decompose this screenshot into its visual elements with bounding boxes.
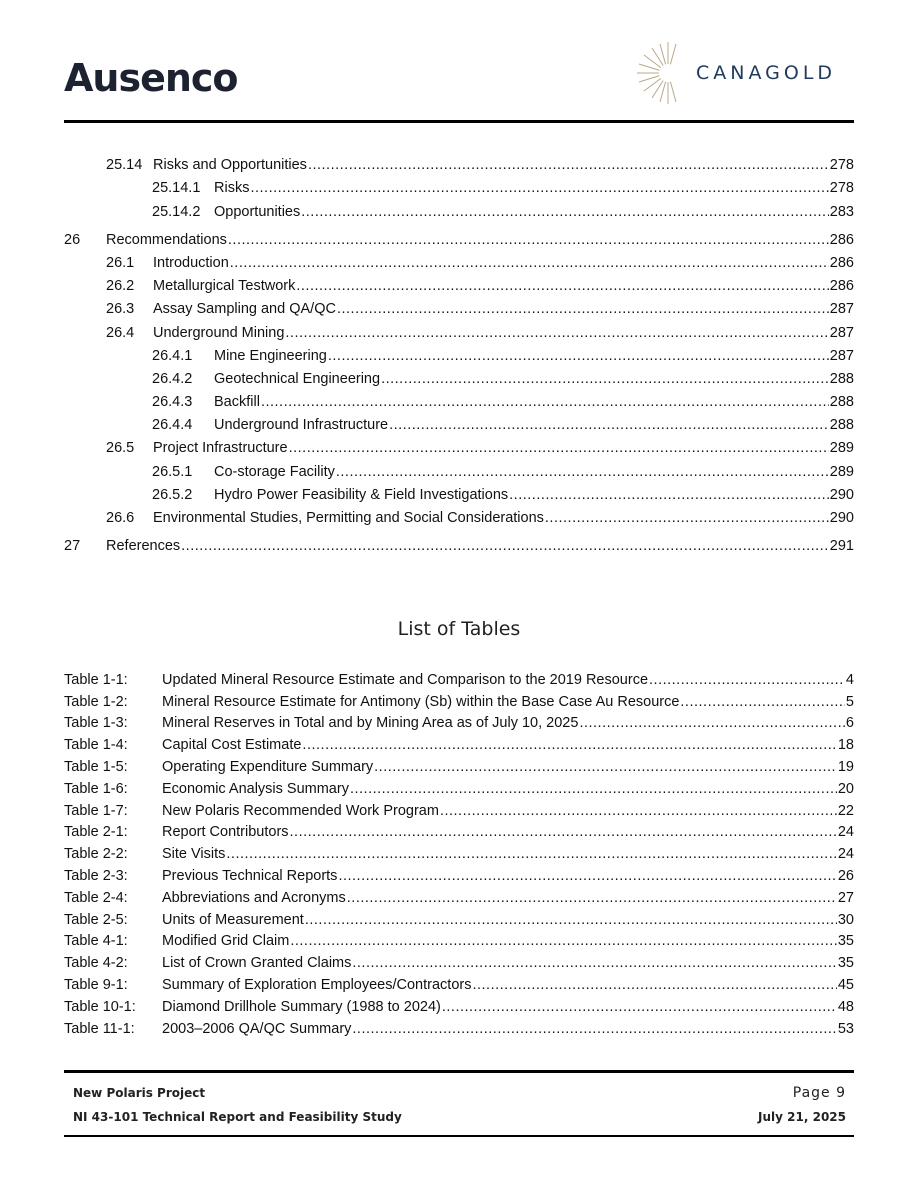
table-list-page: 19 [837,758,854,775]
table-list-title: Economic Analysis Summary [162,780,349,797]
dot-leader [442,999,837,1015]
toc-entry-page: 287 [829,301,854,318]
dot-leader [290,933,837,949]
toc-entry-title: Recommendations [106,231,227,248]
table-list-entry[interactable] [64,906,854,928]
toc-entry[interactable] [64,271,854,294]
toc-entry[interactable] [64,433,854,456]
table-list-title: Abbreviations and Acronyms [162,889,346,906]
list-of-tables [64,666,854,1037]
dot-leader [308,157,829,173]
table-list-title: Report Contributors [162,824,289,841]
table-list-label: Table 4-1: [64,933,128,950]
table-list-label: Table 1-4: [64,737,128,754]
table-list-label: Table 4-2: [64,955,128,972]
toc-entry-number: 26.5 [106,440,135,457]
table-list-title: Units of Measurement [162,911,304,928]
toc-entry-number: 26.4.2 [152,370,193,387]
table-list-entry[interactable] [64,775,854,797]
table-list-label: Table 10-1: [64,998,136,1015]
table-list-title: Site Visits [162,846,226,863]
ausenco-logo: Ausenco [64,56,238,100]
table-list-label: Table 1-7: [64,802,128,819]
dot-leader [289,440,829,456]
dot-leader [389,417,829,433]
table-list-label: Table 1-6: [64,780,128,797]
dot-leader [374,759,837,775]
toc-entry-number: 27 [64,538,81,555]
table-list-entry[interactable] [64,884,854,906]
dot-leader [545,510,829,526]
canagold-logo: CANAGOLD [634,40,854,106]
toc-entry-title: Hydro Power Feasibility & Field Investigations [214,486,509,503]
table-list-label: Table 1-1: [64,671,128,688]
table-list-label: Table 11-1: [64,1020,135,1037]
toc-entry-page: 291 [829,538,854,555]
toc-entry-page: 286 [829,231,854,248]
table-list-entry[interactable] [64,862,854,884]
toc-entry-title: Environmental Studies, Permitting and Social Considerations [153,510,544,526]
toc-entry-page: 288 [829,394,854,411]
toc-entry-number: 25.14 [106,157,143,174]
table-list-label: Table 9-1: [64,976,128,993]
table-list-entry[interactable] [64,1015,854,1037]
dot-leader [352,955,836,971]
header-rule [64,120,854,123]
toc-entry-page: 287 [829,324,854,341]
toc-entry-number: 26.4.4 [152,417,193,434]
toc-entry-page: 289 [829,440,854,457]
dot-leader [680,694,845,710]
table-list-title: Mineral Resource Estimate for Antimony (Sb) within the Base Case Au Resource [162,693,680,710]
toc-entry[interactable] [64,387,854,410]
table-list-title: Operating Expenditure Summary [162,758,374,775]
table-list-page: 26 [837,867,854,884]
table-list-entry[interactable] [64,731,854,753]
table-list-title: List of Crown Granted Claims [162,955,352,972]
toc-entry[interactable] [64,456,854,479]
table-list-title: Mineral Reserves in Total and by Mining Area as of July 10, 2025 [162,715,579,732]
table-list-page: 24 [837,824,854,841]
dot-leader [228,232,829,248]
table-list-title: Previous Technical Reports [162,867,338,884]
table-list-entry[interactable] [64,753,854,775]
toc-entry-page: 289 [829,463,854,480]
footer-page-number: Page 9 [792,1085,846,1101]
toc-entry-number: 26.2 [106,278,135,295]
toc-entry[interactable] [64,225,854,248]
dot-leader [579,715,844,731]
table-list-entry[interactable] [64,688,854,710]
table-list-page: 22 [837,802,854,819]
toc-entry[interactable] [64,531,854,554]
table-list-label: Table 1-5: [64,758,128,775]
toc-entry-title: Underground Mining [153,324,285,341]
table-list-entry[interactable] [64,797,854,819]
toc-entry-number: 26.4 [106,324,135,341]
table-list-entry[interactable] [64,840,854,862]
toc-entry-title: Underground Infrastructure [214,417,389,434]
table-list-page: 53 [837,1020,854,1037]
toc-entry-number: 26.5.2 [152,486,193,503]
toc-entry-title: Mine Engineering [214,347,327,364]
table-list-page: 27 [837,889,854,906]
toc-entry-page: 290 [829,510,854,526]
table-list-label: Table 2-1: [64,824,128,841]
table-list-title: Capital Cost Estimate [162,737,302,754]
dot-leader [352,1021,836,1037]
table-list-entry[interactable] [64,993,854,1015]
dot-leader [230,255,829,271]
table-list-entry[interactable] [64,666,854,688]
toc-entry[interactable] [64,196,854,219]
table-list-page: 18 [837,737,854,754]
dot-leader [350,781,837,797]
dot-leader [649,672,845,688]
table-list-page: 5 [845,693,854,710]
toc-entry-number: 26.3 [106,301,135,318]
table-list-title: 2003–2006 QA/QC Summary [162,1020,352,1037]
dot-leader [296,278,828,294]
toc-entry[interactable] [64,173,854,196]
toc-entry-title: Geotechnical Engineering [214,370,381,387]
toc-entry-title: Risks and Opportunities [153,157,307,174]
toc-entry-title: Co-storage Facility [214,463,335,480]
toc-entry[interactable] [64,341,854,364]
dot-leader [250,180,828,196]
list-of-tables-heading: List of Tables [397,618,521,640]
sunburst-icon [634,40,690,106]
dot-leader [302,737,836,753]
table-list-page: 4 [845,671,854,688]
toc-entry-number: 25.14.2 [152,203,201,220]
footer-date: July 21, 2025 [758,1110,846,1124]
toc-entry-number: 25.14.1 [152,180,201,197]
dot-leader [301,204,829,220]
footer-project: New Polaris Project [73,1086,206,1100]
table-list-entry[interactable] [64,971,854,993]
dot-leader [305,912,837,928]
table-list-page: 6 [845,715,854,732]
footer-report: NI 43-101 Technical Report and Feasibility Study [73,1110,402,1124]
toc-entry-page: 278 [829,180,854,197]
toc-entry-title: Project Infrastructure [153,440,288,457]
table-list-label: Table 2-2: [64,846,128,863]
table-list-page: 45 [837,976,854,993]
dot-leader [285,325,828,341]
toc-entry-number: 26 [64,231,81,248]
toc-entry[interactable] [64,150,854,173]
dot-leader [336,464,829,480]
table-list-entry[interactable] [64,819,854,841]
toc-entry-title: References [106,538,181,555]
dot-leader [181,538,829,554]
table-list-page: 20 [837,780,854,797]
dot-leader [261,394,829,410]
table-list-label: Table 1-3: [64,715,128,732]
toc-entry-page: 283 [829,203,854,220]
dot-leader [381,371,829,387]
table-list-page: 24 [837,846,854,863]
table-list-title: New Polaris Recommended Work Program [162,802,439,819]
dot-leader [472,977,836,993]
toc-entry-title: Introduction [153,254,229,271]
toc-entry[interactable] [64,317,854,340]
dot-leader [328,348,829,364]
dot-leader [338,868,836,884]
toc-entry[interactable] [64,364,854,387]
page-header [64,40,854,112]
table-list-entry[interactable] [64,949,854,971]
toc-entry[interactable] [64,480,854,503]
table-list-title: Diamond Drillhole Summary (1988 to 2024) [162,998,441,1015]
table-list-label: Table 1-2: [64,693,128,710]
table-list-title: Summary of Exploration Employees/Contractors [162,976,472,993]
table-list-label: Table 2-3: [64,867,128,884]
toc-entry[interactable] [64,503,854,526]
table-list-title: Modified Grid Claim [162,933,290,950]
dot-leader [509,487,829,503]
toc-entry-page: 286 [829,278,854,295]
dot-leader [440,803,837,819]
toc-entry-page: 286 [829,254,854,271]
toc-entry[interactable] [64,294,854,317]
toc-entry-number: 26.6 [106,510,135,526]
footer-rule-bottom [64,1135,854,1137]
footer-rule-top [64,1070,854,1073]
toc-entry-page: 287 [829,347,854,364]
table-list-page: 48 [837,998,854,1015]
toc-entry-number: 26.4.3 [152,394,193,411]
toc-entry-page: 288 [829,370,854,387]
toc-entry-title: Backfill [214,394,260,411]
toc-entry[interactable] [64,248,854,271]
toc-entry-page: 288 [829,417,854,434]
table-list-entry[interactable] [64,928,854,950]
toc-entry-title: Opportunities [214,203,301,220]
table-list-entry[interactable] [64,710,854,732]
table-list-page: 35 [837,933,854,950]
toc-entry-page: 290 [829,486,854,503]
toc-entry-number: 26.4.1 [152,347,193,364]
toc-entry-page: 278 [829,157,854,174]
table-list-page: 30 [837,911,854,928]
toc-entry[interactable] [64,410,854,433]
table-list-title: Updated Mineral Resource Estimate and Comparison to the 2019 Resource [162,671,649,688]
dot-leader [290,824,837,840]
toc-entry-title: Assay Sampling and QA/QC [153,301,336,318]
toc-entry-title: Risks [214,180,250,197]
toc-entry-title: Metallurgical Testwork [153,278,296,295]
toc-entry-number: 26.5.1 [152,463,193,480]
dot-leader [226,846,836,862]
table-list-label: Table 2-4: [64,889,128,906]
toc-entry-number: 26.1 [106,254,135,271]
table-of-contents [64,150,854,554]
dot-leader [337,301,829,317]
dot-leader [347,890,837,906]
table-list-label: Table 2-5: [64,911,128,928]
table-list-page: 35 [837,955,854,972]
